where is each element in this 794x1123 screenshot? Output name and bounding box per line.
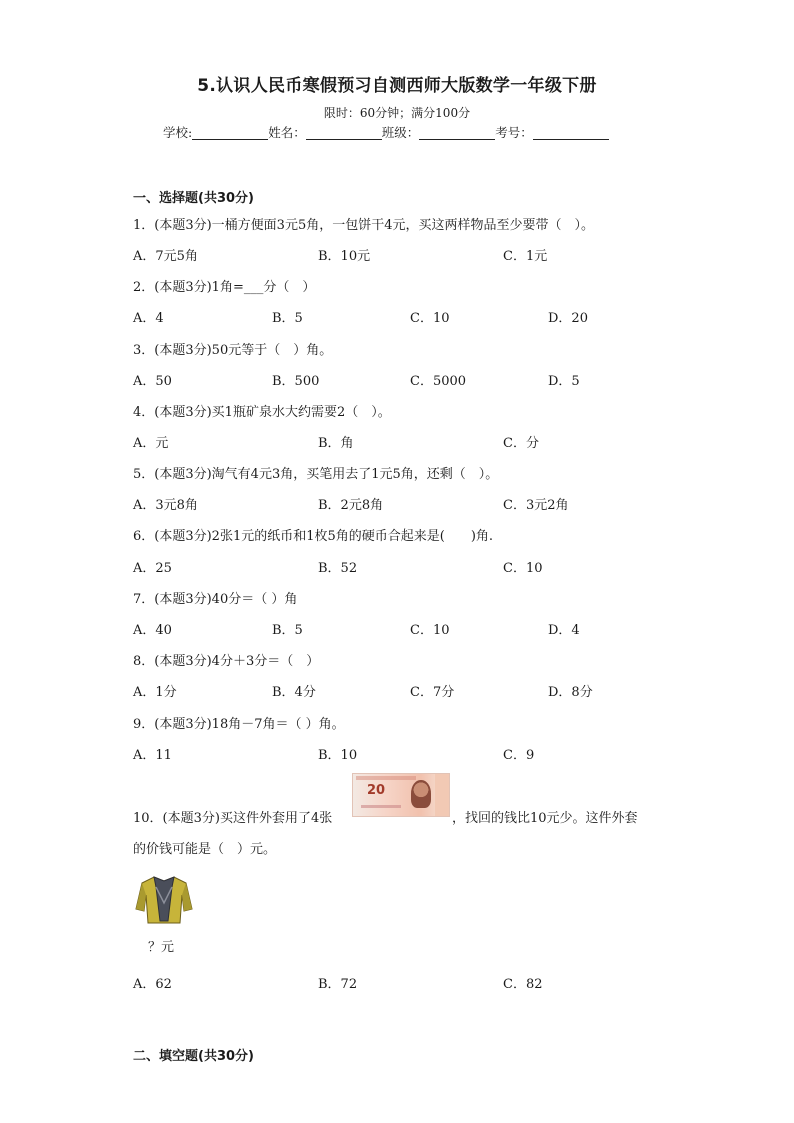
q8-option-d[interactable]: D．8分 (548, 685, 593, 700)
q2-option-a[interactable]: A．4 (133, 311, 164, 326)
name-blank[interactable] (306, 125, 382, 140)
q1-option-c[interactable]: C．1元 (503, 249, 548, 264)
q9-option-a[interactable]: A．11 (133, 748, 172, 763)
twenty-yuan-banknote-image (352, 773, 450, 817)
exam-number-label: 考号： (495, 125, 533, 140)
q7-option-a[interactable]: A．40 (133, 623, 172, 638)
q4-option-a[interactable]: A．元 (133, 436, 169, 451)
school-blank[interactable] (192, 125, 268, 140)
question-5: 5．(本题3分)淘气有4元3角，买笔用去了1元5角，还剩（ ）。 (133, 467, 499, 482)
question-10-part1: 10．(本题3分)买这件外套用了4张 (133, 811, 333, 826)
q8-option-a[interactable]: A．1分 (133, 685, 177, 700)
q10-option-b[interactable]: B．72 (318, 977, 358, 992)
q2-option-c[interactable]: C．10 (410, 311, 450, 326)
banknote-serial (361, 805, 401, 808)
question-6: 6．(本题3分)2张1元的纸币和1枚5角的硬币合起来是( )角. (133, 529, 494, 544)
q5-option-c[interactable]: C．3元2角 (503, 498, 569, 513)
q2-option-b[interactable]: B．5 (272, 311, 303, 326)
student-info-line (163, 123, 609, 141)
question-3: 3．(本题3分)50元等于（ ）角。 (133, 343, 333, 358)
question-10-part2: ，找回的钱比10元少。这件外套 (452, 811, 638, 826)
section-title-fill-blank: 二、填空题(共30分) (133, 1049, 254, 1064)
q1-option-b[interactable]: B．10元 (318, 249, 371, 264)
q10-option-a[interactable]: A．62 (133, 977, 172, 992)
q1-option-a[interactable]: A．7元5角 (133, 249, 198, 264)
exam-number-blank[interactable] (533, 125, 609, 140)
q9-option-b[interactable]: B．10 (318, 748, 358, 763)
q6-option-c[interactable]: C．10 (503, 561, 543, 576)
time-score-info: 限时：60分钟；满分100分 (323, 106, 471, 120)
q7-option-d[interactable]: D．4 (548, 623, 580, 638)
page-title: 5.认识人民币寒假预习自测西师大版数学一年级下册 (197, 76, 597, 96)
q4-option-b[interactable]: B．角 (318, 436, 354, 451)
school-label: 学校: (163, 125, 193, 140)
q4-option-c[interactable]: C．分 (503, 436, 539, 451)
banknote-portrait (411, 780, 431, 808)
question-9: 9．(本题3分)18角－7角＝（ ）角。 (133, 717, 345, 732)
class-blank[interactable] (419, 125, 495, 140)
banknote-value: 20 (367, 783, 386, 798)
question-7: 7．(本题3分)40分＝（ ）角 (133, 592, 298, 607)
q8-option-b[interactable]: B．4分 (272, 685, 316, 700)
jacket-image (134, 873, 194, 927)
q3-option-a[interactable]: A．50 (133, 374, 172, 389)
q3-option-c[interactable]: C．5000 (410, 374, 467, 389)
q9-option-c[interactable]: C．9 (503, 748, 535, 763)
q2-option-d[interactable]: D．20 (548, 311, 588, 326)
section-title-choice: 一、选择题(共30分) (133, 191, 254, 206)
q7-option-c[interactable]: C．10 (410, 623, 450, 638)
q6-option-a[interactable]: A．25 (133, 561, 172, 576)
question-1: 1．(本题3分)一桶方便面3元5角，一包饼干4元，买这两样物品至少要带（ ）。 (133, 218, 594, 233)
q5-option-a[interactable]: A．3元8角 (133, 498, 198, 513)
class-label: 班级： (381, 125, 420, 140)
banknote-header-band (356, 776, 416, 780)
question-2: 2．(本题3分)1角=___分（ ） (133, 280, 316, 295)
name-label: 姓名： (268, 125, 306, 140)
q3-option-d[interactable]: D．5 (548, 374, 580, 389)
q7-option-b[interactable]: B．5 (272, 623, 303, 638)
question-10-line2: 的价钱可能是（ ）元。 (133, 842, 277, 857)
q6-option-b[interactable]: B．52 (318, 561, 358, 576)
question-4: 4．(本题3分)买1瓶矿泉水大约需要2（ ）。 (133, 405, 391, 420)
q5-option-b[interactable]: B．2元8角 (318, 498, 384, 513)
jacket-price-label: ？元 (148, 940, 175, 955)
q10-option-c[interactable]: C．82 (503, 977, 543, 992)
banknote-edge (435, 774, 449, 816)
q3-option-b[interactable]: B．500 (272, 374, 320, 389)
q8-option-c[interactable]: C．7分 (410, 685, 455, 700)
question-8: 8．(本题3分)4分＋3分＝（ ） (133, 654, 320, 669)
